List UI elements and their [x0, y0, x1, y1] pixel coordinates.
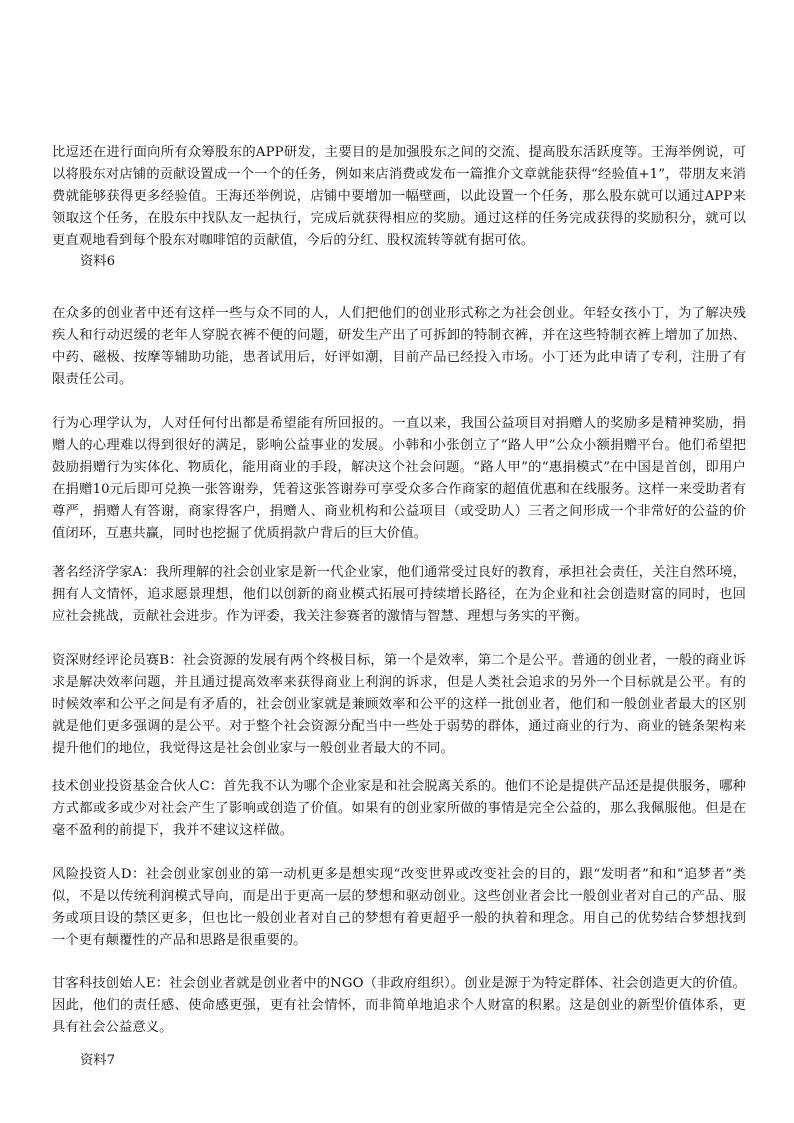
section-heading-material-6: 资料6 [80, 254, 116, 269]
paragraph-economist-a: 著名经济学家A：我所理解的社会创业家是新一代企业家，他们通常受过良好的教育，承担社会责任，关注自然环境，拥有人文情怀，追求愿景理想，他们以创新的商业模式拓展可持续增长路径，在为企业和社会创造财富的同时，也回应社会挑战，贡献社会进步。作为评委，我关注参赛者的激情与智慧、理想与务实的平衡。 [52, 565, 746, 624]
paragraph-investor-c: 技术创业投资基金合伙人C：首先我不认为哪个企业家是和社会脱离关系的。他们不论是提供产品还是提供服务，哪种方式都或多或少对社会产生了影响或创造了价值。如果有的创业家所做的事情是完全公益的，那么我佩服他。但是在毫不盈利的前提下，我并不建议这样做。 [52, 779, 746, 838]
paragraph-commentator-b: 资深财经评论员赛B：社会资源的发展有两个终极目标，第一个是效率，第二个是公平。普通的创业者，一般的商业诉求是解决效率问题，并且通过提高效率来获得商业上利润的诉求，但是人类社会追求的另外一个目标就是公平。有的时候效率和公平之间是有矛盾的，社会创业家就是兼顾效率和公平的这样一批创业者，他们和一般创业者最大的区别就是他们更多强调的是公平。对于整个社会资源分配当中一些处于弱势的群体，通过商业的行为、商业的链条架构来提升他们的地位，我觉得这是社会创业家与一般创业者最大的不同。 [52, 653, 746, 756]
paragraph-lurenjia-platform: 行为心理学认为，人对任何付出都是希望能有所回报的。一直以来，我国公益项目对捐赠人的奖励多是精神奖励，捐赠人的心理难以得到很好的满足，影响公益事业的发展。小韩和小张创立了“路人甲”公众小额捐赠平台。他们希望把鼓励捐赠行为实体化、物质化，能用商业的手段，解决这个社会问题。“路人甲”的“惠捐模式”在中国是首创，即用户在捐赠10元后即可兑换一张答谢券，凭着这张答谢券可享受众多合作商家的超值优惠和在线服务。这样一来受助者有尊严，捐赠人有答谢，商家得客户，捐赠人、商业机构和公益项目（或受助人）三者之间形成一个非常好的公益的价值闭环，互惠共赢，同时也挖掘了优质捐款户背后的巨大价值。 [52, 416, 746, 541]
paragraph-social-entrepreneurship-xiaoding: 在众多的创业者中还有这样一些与众不同的人，人们把他们的创业形式称之为社会创业。年轻女孩小丁，为了解决残疾人和行动迟缓的老年人穿脱衣裤不便的问题，研发生产出了可拆卸的特制衣裤，并在这些特制衣裤上增加了加热、中药、磁极、按摩等辅助功能，患者试用后，好评如潮，目前产品已经投入市场。小丁还为此申请了专利，注册了有限责任公司。 [52, 306, 746, 387]
paragraph-app-development: 比逗还在进行面向所有众筹股东的APP研发，主要目的是加强股东之间的交流、提高股东活跃度等。王海举例说，可以将股东对店铺的贡献设置成一个一个的任务，例如来店消费或发布一篇推介文章就能获得“经验值+1”，带朋友来消费就能够获得更多经验值。王海还举例说，店铺中要增加一幅壁画，以此设置一个任务，那么股东就可以通过APP来领取这个任务，在股东中找队友一起执行，完成后就获得相应的奖励。通过这样的任务完成获得的奖励积分，就可以更直观地看到每个股东对咖啡馆的贡献值，今后的分红、股权流转等就有据可依。 [52, 145, 746, 248]
section-heading-material-7: 资料7 [80, 1053, 116, 1068]
paragraph-founder-e: 甘客科技创始人E：社会创业者就是创业者中的NGO（非政府组织）。创业是源于为特定群体、社会创造更大的价值。因此，他们的责任感、使命感更强，更有社会情怀，而非简单地追求个人财富的积累。这是创业的新型价值体系，更具有社会公益意义。 [52, 976, 746, 1035]
paragraph-venture-investor-d: 风险投资人D：社会创业家创业的第一动机更多是想实现“改变世界或改变社会的目的，跟“发明者”和和“追梦者”类似，不是以传统利润模式导向，而是出于更高一层的梦想和驱动创业。这些创业者会比一般创业者对自己的产品、服务或项目设的禁区更多，但也比一般创业者对自己的梦想有着更超乎一般的执着和理念。用自己的优势结合梦想找到一个更有颠覆性的产品和思路是很重要的。 [52, 867, 746, 948]
